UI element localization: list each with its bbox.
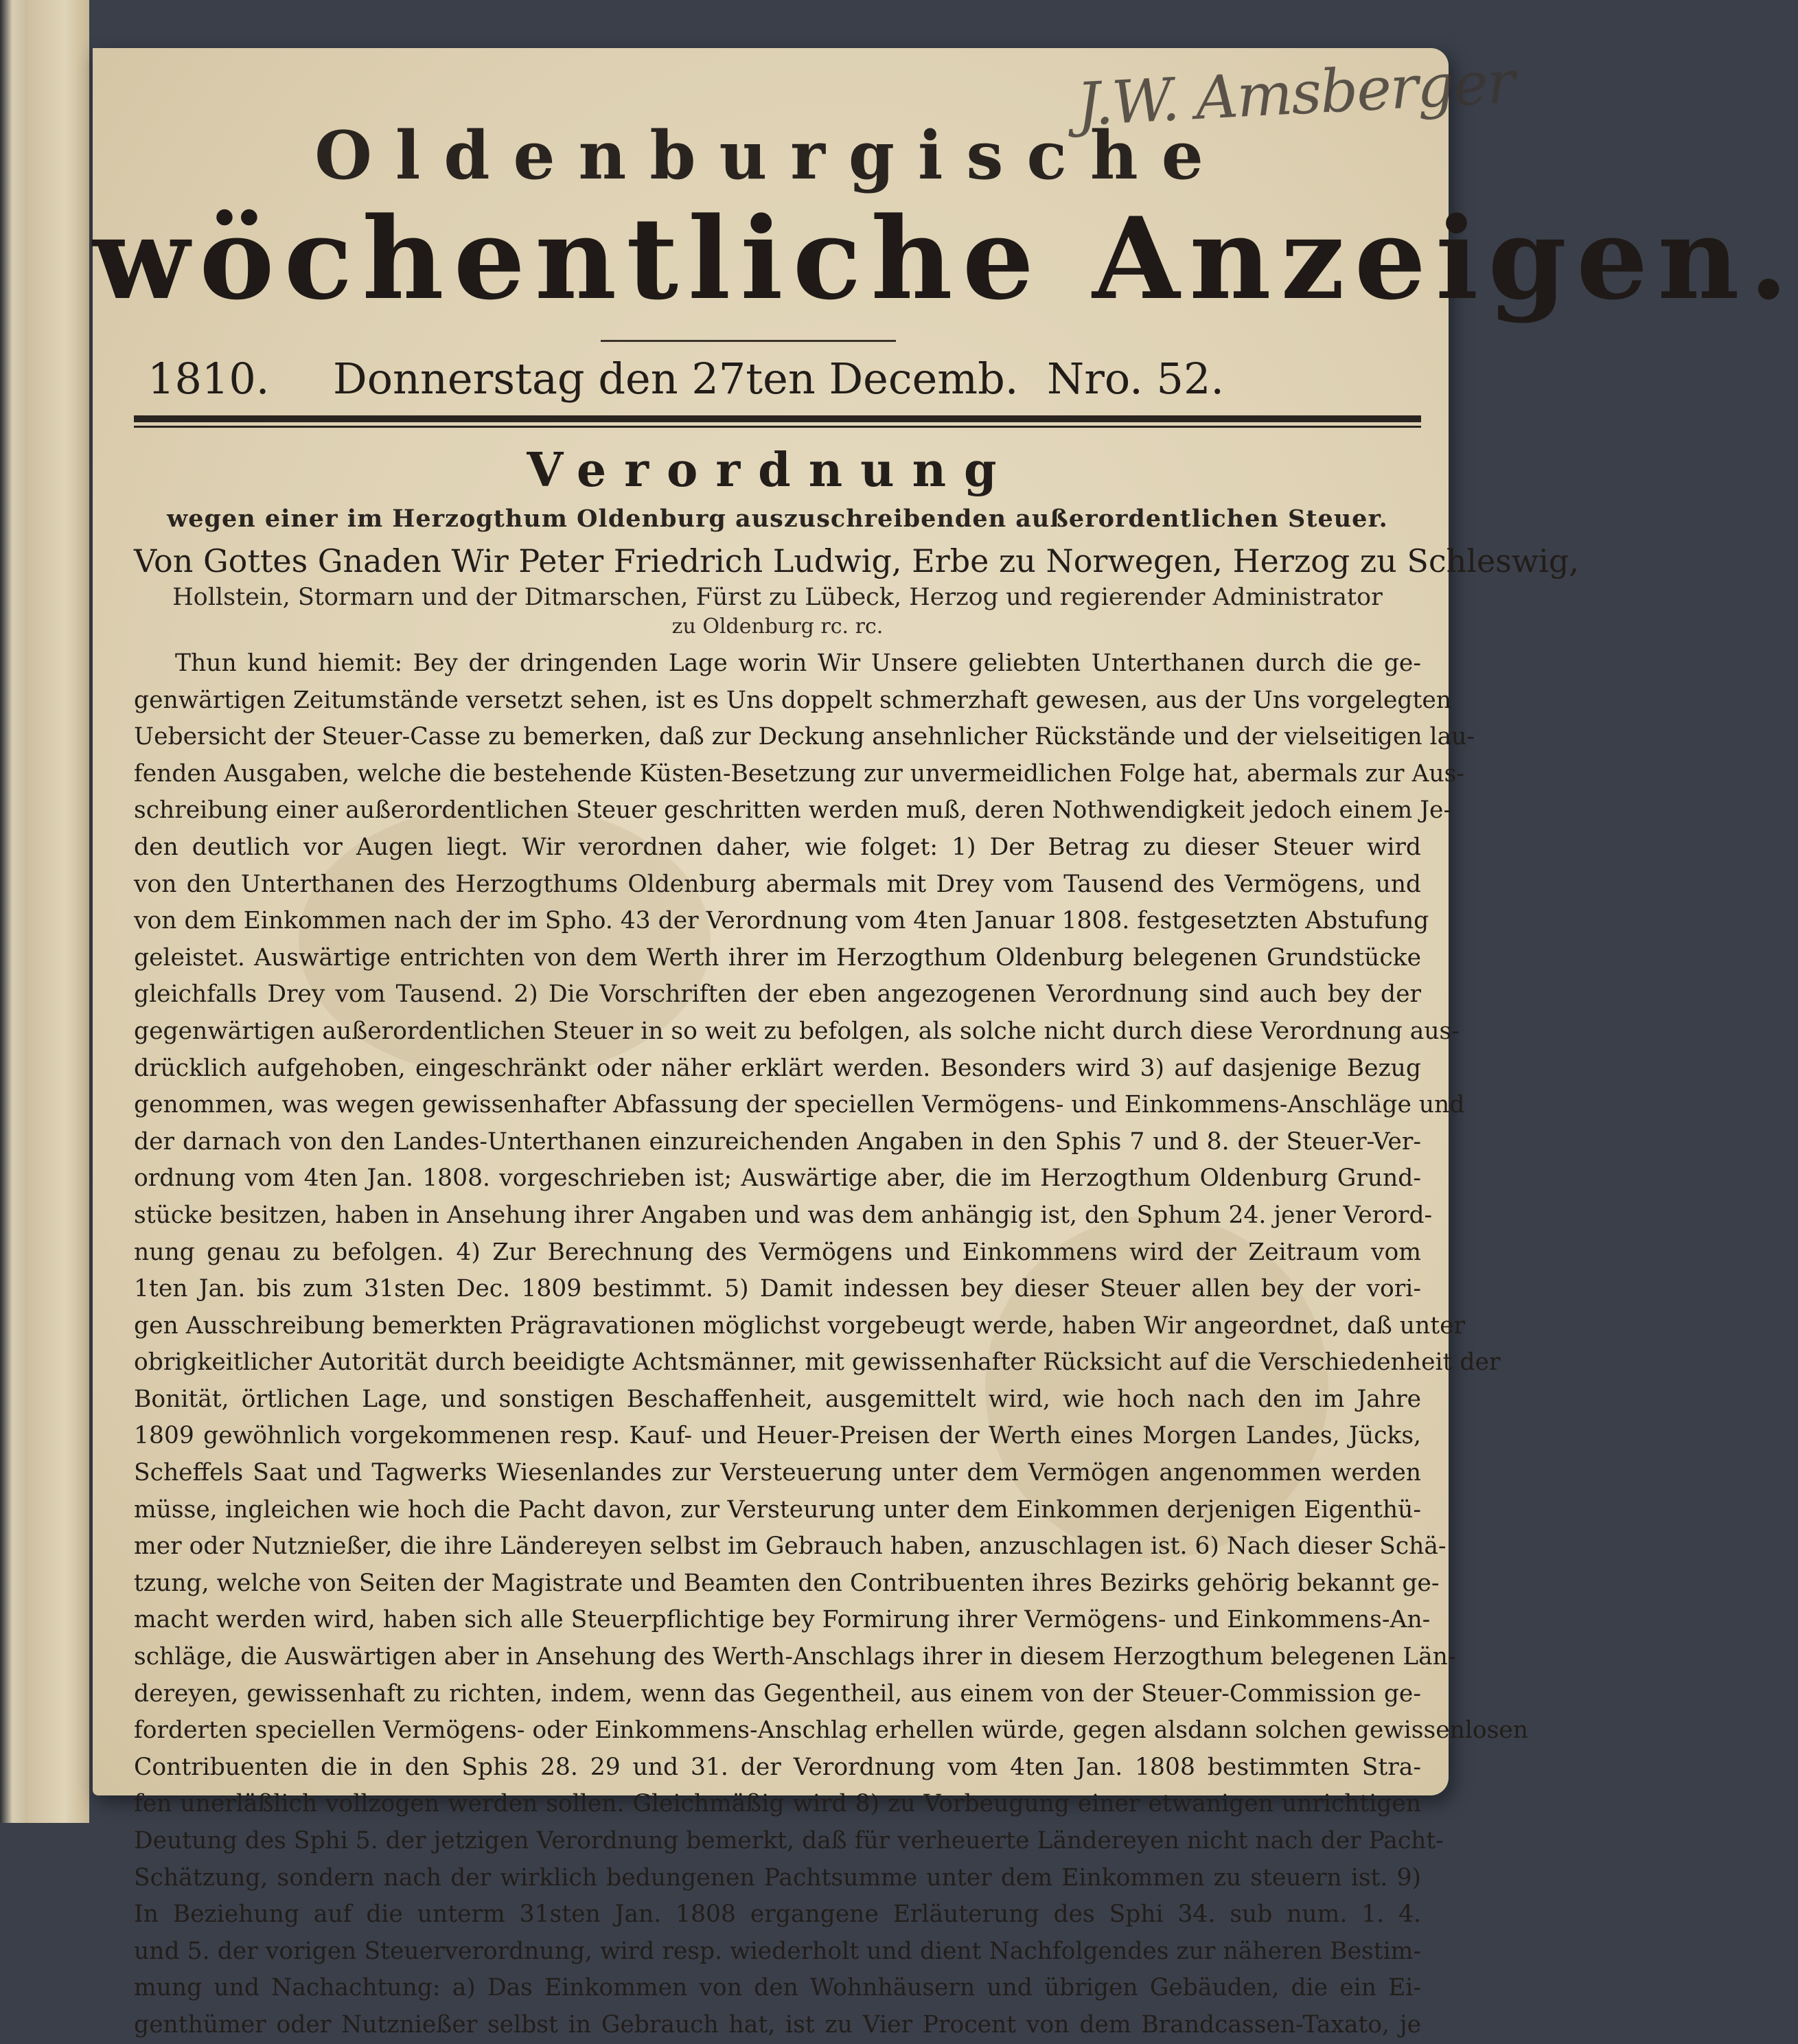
body-line: schläge, die Auswärtigen aber in Ansehung des Werth-Anschlags ihrer in diesem Herzogthum belegenen Län- [134, 1643, 1456, 1671]
issue-number: Nro. 52. [1047, 354, 1225, 404]
issue-date: Donnerstag den 27ten Decemb. [333, 354, 1019, 404]
dateline [134, 354, 1404, 409]
body-line: nung genau zu befolgen. 4) Zur Berechnung des Vermögens und Einkommens wird der Zeitraum vom [134, 1238, 1421, 1266]
body-line: drücklich aufgehoben, eingeschränkt oder näher erklärt werden. Besonders wird 3) auf dasjenige Bezug [134, 1054, 1421, 1082]
masthead-title-line2: wöchentliche Anzeigen. [93, 192, 1798, 325]
body-line: geleistet. Auswärtige entrichten von dem Werth ihrer im Herzogthum Oldenburg belegenen Grundstücke [134, 943, 1421, 972]
body-line: genommen, was wegen gewissenhafter Abfassung der speciellen Vermögens- und Einkommens-Anschläge und [134, 1091, 1465, 1119]
body-line: gegenwärtigen außerordentlichen Steuer in so weit zu befolgen, als solche nicht durch diese Verordnung aus- [134, 1017, 1460, 1045]
book-spine [0, 0, 27, 1823]
body-line: Thun kund hiemit: Bey der dringenden Lage worin Wir Unsere geliebten Unterthanen durch die ge- [175, 650, 1421, 677]
previous-page-edge [27, 0, 89, 1823]
body-line: von den Unterthanen des Herzogthums Oldenburg abermals mit Drey vom Tausend des Vermögens, und [134, 870, 1421, 898]
body-line: obrigkeitlicher Autorität durch beeidigte Achtsmänner, mit gewissenhafter Rücksicht auf die Verschiedenheit der [134, 1348, 1501, 1377]
masthead-divider [601, 340, 896, 342]
header-rule-thick [134, 415, 1421, 422]
body-line: Uebersicht der Steuer-Casse zu bemerken, daß zur Deckung ansehnlicher Rückstände und der vielseitigen lau- [134, 723, 1475, 751]
body-line: Schätzung, sondern nach der wirklich bedungenen Pachtsumme unter dem Einkommen zu steuern ist. 9) [134, 1863, 1421, 1892]
body-line: dereyen, gewissenhaft zu richten, indem, wenn das Gegentheil, aus einem von der Steuer-Commission ge- [134, 1679, 1421, 1708]
handwritten-signature: J.W. Amsberger [1074, 47, 1516, 140]
body-line: Bonität, örtlichen Lage, und sonstigen Beschaffenheit, ausgemittelt wird, wie hoch nach den im Jahre [134, 1385, 1421, 1413]
newspaper-page [93, 47, 1798, 2039]
body-line: genwärtigen Zeitumstände versetzt sehen, ist es Uns doppelt schmerzhaft gewesen, aus der Uns vorgelegten [134, 686, 1452, 714]
body-line: tzung, welche von Seiten der Magistrate und Beamten den Contribuenten ihres Bezirks gehörig bekannt ge- [134, 1569, 1440, 1597]
body-line: der darnach von den Landes-Unterthanen einzureichenden Angaben in den Sphis 7 und 8. der Steuer-Ver- [134, 1127, 1421, 1156]
body-line: schreibung einer außerordentlichen Steuer geschritten werden muß, deren Nothwendigkeit jedoch einem Je- [134, 796, 1452, 825]
body-line: gen Ausschreibung bemerkten Prägravationen möglichst vorgebeugt werde, haben Wir angeordnet, daß unter [134, 1311, 1466, 1340]
body-line: In Beziehung auf die unterm 31sten Jan. 1808 ergangene Erläuterung des Sphi 34. sub num. 1. 4. [134, 1901, 1421, 1929]
header-rule-thin [134, 426, 1421, 428]
body-line: forderten speciellen Vermögens- oder Einkommens-Anschlag erhellen würde, gegen alsdann solchen gewissenlosen [134, 1716, 1529, 1745]
body-line: mung und Nachachtung: a) Das Einkommen von den Wohnhäusern und übrigen Gebäuden, die ein Ei- [134, 1974, 1421, 2002]
body-line: stücke besitzen, haben in Ansehung ihrer Angaben und was dem anhängig ist, den Sphum 24. jener Verord- [134, 1201, 1433, 1229]
decree-intro-line3: zu Oldenburg rc. rc. [671, 615, 884, 639]
body-line: mer oder Nutznießer, die ihre Ländereyen selbst im Gebrauch haben, anzuschlagen ist. 6) Nach dieser Schä- [134, 1532, 1447, 1561]
body-line: 1ten Jan. bis zum 31sten Dec. 1809 bestimmt. 5) Damit indessen bey dieser Steuer allen bey der vori- [134, 1275, 1421, 1303]
body-line: macht werden wird, haben sich alle Steuerpflichtige bey Formirung ihrer Vermögens- und Einkommens-An- [134, 1606, 1431, 1634]
body-line: fen unerläßlich vollzogen werden sollen. Gleichmäßig wird 8) zu Vorbeugung einer etwanigen unrichtigen [134, 1790, 1421, 1818]
body-line: gleichfalls Drey vom Tausend. 2) Die Vorschriften der eben angezogenen Verordnung sind auch bey der [134, 980, 1421, 1009]
masthead-title-line1: Oldenburgische [314, 117, 1227, 194]
body-line: fenden Ausgaben, welche die bestehende Küsten-Besetzung zur unvermeidlichen Folge hat, abermals zur Aus- [134, 759, 1464, 788]
issue-year: 1810. [148, 354, 270, 404]
body-line: ordnung vom 4ten Jan. 1808. vorgeschrieben ist; Auswärtige aber, die im Herzogthum Oldenburg Grund- [134, 1164, 1421, 1193]
decree-intro-line2: Hollstein, Stormarn und der Ditmarschen, Fürst zu Lübeck, Herzog und regierender Administrator [172, 584, 1383, 611]
body-line: von dem Einkommen nach der im Spho. 43 der Verordnung vom 4ten Januar 1808. festgesetzten Abstufung [134, 907, 1429, 935]
article-subheading: wegen einer im Herzogthum Oldenburg auszuschreibenden außerordentlichen Steuer. [167, 505, 1388, 533]
body-line: 1809 gewöhnlich vorgekommenen resp. Kauf- und Heuer-Preisen der Werth eines Morgen Landes, Jücks, [134, 1422, 1421, 1450]
body-line: genthümer oder Nutznießer selbst in Gebrauch hat, ist zu Vier Procent von dem Brandcassen-Taxato, je [134, 2010, 1421, 2039]
decree-intro-line1: Von Gottes Gnaden Wir Peter Friedrich Ludwig, Erbe zu Norwegen, Herzog zu Schleswig, [134, 542, 1579, 579]
body-line: müsse, ingleichen wie hoch die Pacht davon, zur Versteurung unter dem Einkommen derjenigen Eigenthü- [134, 1495, 1421, 1524]
article-heading: Verordnung [527, 443, 1015, 498]
body-line: den deutlich vor Augen liegt. Wir verordnen daher, wie folget: 1) Der Betrag zu dieser Steuer wird [134, 833, 1421, 861]
article-body [134, 645, 1529, 2044]
body-line: Scheffels Saat und Tagwerks Wiesenlandes zur Versteuerung unter dem Vermögen angenommen werden [134, 1459, 1421, 1487]
body-line: und 5. der vorigen Steuerverordnung, wird resp. wiederholt und dient Nachfolgendes zur näheren Bestim- [134, 1937, 1421, 1965]
body-line: Deutung des Sphi 5. der jetzigen Verordnung bemerkt, daß für verheuerte Ländereyen nicht nach der Pacht- [134, 1827, 1444, 1854]
body-line: Contribuenten die in den Sphis 28. 29 und 31. der Verordnung vom 4ten Jan. 1808 bestimmten Stra- [134, 1753, 1421, 1781]
